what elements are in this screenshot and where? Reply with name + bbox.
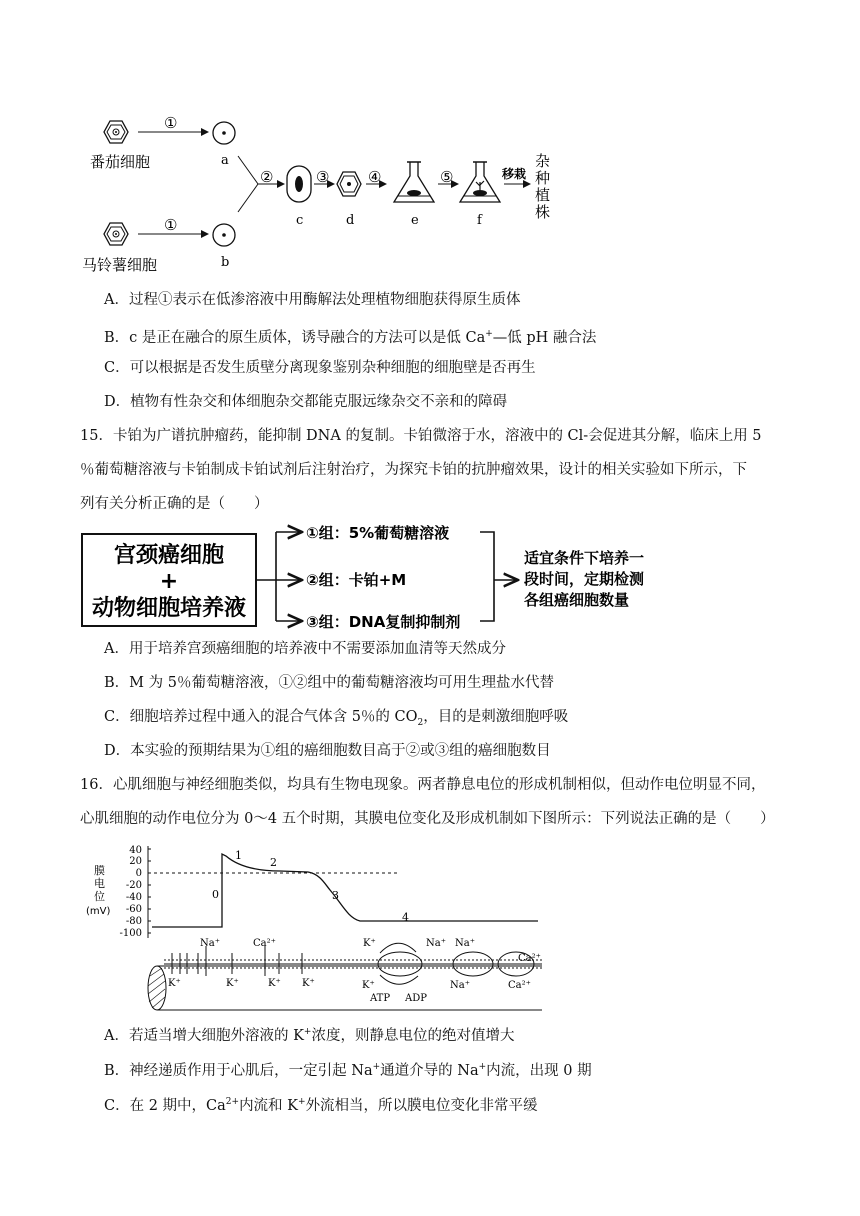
label-e: e (411, 213, 419, 228)
tomato-label: 番茄细胞 (90, 153, 151, 171)
ylabel-2: 电 (94, 877, 105, 890)
group-3-label: ③组：DNA复制抑制剂 (306, 613, 461, 631)
q15-option-b: B．M 为 5％葡萄糖溶液，①②组中的葡萄糖溶液均可用生理盐水代替 (104, 675, 554, 691)
svg-text:-60: -60 (125, 904, 142, 915)
fusing-protoplast-icon (287, 166, 311, 202)
phase-4: 4 (402, 911, 409, 924)
ylabel-3: 位 (94, 890, 105, 903)
step-3-label: ③ (316, 168, 330, 186)
q16-option-a: A．若适当增大细胞外溶液的 K+浓度，则静息电位的绝对值增大 (104, 1027, 515, 1044)
box-line-3: 动物细胞培养液 (91, 596, 247, 621)
result-line-2: 段时间，定期检测 (524, 570, 645, 588)
ylabel-1: 膜 (94, 864, 105, 877)
q15-option-a: A．用于培养宫颈癌细胞的培养液中不需要添加血清等天然成分 (104, 641, 506, 657)
phase-2: 2 (270, 856, 277, 869)
svg-text:Na⁺: Na⁺ (450, 980, 470, 991)
step-5-label: ⑤ (440, 168, 454, 186)
svg-text:-100: -100 (119, 928, 142, 939)
svg-text:Ca²⁺: Ca²⁺ (253, 938, 276, 949)
group-2-label: ②组：卡铂+M (306, 571, 407, 589)
flask-f-icon (460, 162, 500, 202)
phase-3: 3 (332, 889, 339, 902)
q14-option-c: C．可以根据是否发生质壁分离现象鉴别杂种细胞的细胞壁是否再生 (104, 360, 536, 376)
flask-e-icon (394, 162, 434, 202)
svg-text:K⁺: K⁺ (168, 978, 181, 989)
q14-option-a: A．过程①表示在低渗溶液中用酶解法处理植物细胞获得原生质体 (104, 292, 521, 308)
potential-curve (152, 854, 538, 927)
phase-1: 1 (235, 849, 242, 862)
q14-option-b: B．c 是正在融合的原生质体，诱导融合的方法可以是低 Ca+—低 pH 融合法 (104, 329, 597, 346)
result-line-3: 各组癌细胞数量 (524, 591, 630, 609)
svg-text:K⁺: K⁺ (363, 938, 376, 949)
q15-option-c: C．细胞培养过程中通入的混合气体含 5％的 $CO_2$，目的是刺激细胞呼吸 (104, 709, 569, 728)
tomato-cell-icon (104, 121, 128, 143)
hybrid-plant-label-2: 种 (535, 169, 551, 187)
svg-text:0: 0 (135, 868, 142, 879)
svg-text:-80: -80 (125, 916, 142, 927)
phase-0: 0 (212, 888, 219, 901)
svg-text:K⁺: K⁺ (362, 980, 375, 991)
ylabel-4: (mV) (86, 906, 111, 917)
q15-stem-2: ％葡萄糖溶液与卡铂制成卡铂试剂后注射治疗，为探究卡铂的抗肿瘤效果，设计的相关实验如下所示，下 (80, 462, 747, 478)
result-line-1: 适宜条件下培养一 (524, 549, 645, 567)
step-2-label: ② (260, 168, 274, 186)
svg-text:Na⁺: Na⁺ (426, 938, 446, 949)
svg-text:20: 20 (129, 856, 142, 867)
svg-text:ADP: ADP (405, 993, 427, 1004)
q16-stem-2: 心肌细胞的动作电位分为 0～4 五个时期，其膜电位变化及形成机制如下图所示：下列说法正确的是（ ） (80, 811, 775, 827)
svg-text:K⁺: K⁺ (268, 978, 281, 989)
q16-option-b: B．神经递质作用于心肌后，一定引起 Na+通道介导的 Na+内流，出现 0 期 (104, 1062, 592, 1079)
label-f: f (477, 213, 482, 228)
step-1-label: ① (164, 114, 178, 132)
experiment-design-figure (80, 518, 690, 632)
y-ticks (120, 845, 142, 939)
hybrid-plant-label-4: 株 (535, 203, 551, 221)
q15-stem-1: 15．卡铂为广谱抗肿瘤药，能抑制 DNA 的复制。卡铂微溶于水，溶液中的 Cl-会促进其分解，临床上用 5 (80, 428, 762, 444)
q16-stem-1: 16．心肌细胞与神经细胞类似，均具有生物电现象。两者静息电位的形成机制相似，但动作电位明显不同， (80, 777, 766, 793)
hybridization-figure (80, 110, 560, 280)
step-4-label: ④ (368, 168, 382, 186)
svg-text:40: 40 (129, 845, 142, 856)
q14-option-d: D．植物有性杂交和体细胞杂交都能克服远缘杂交不亲和的障碍 (104, 394, 508, 410)
potato-cell-icon (104, 223, 128, 245)
action-potential-figure (80, 838, 560, 1016)
svg-text:Ca²⁺: Ca²⁺ (518, 953, 541, 964)
label-c: c (296, 213, 304, 228)
hybrid-cell-d-icon (337, 172, 361, 196)
hybrid-plant-label-3: 植 (535, 186, 551, 204)
label-d: d (346, 213, 355, 228)
transplant-label: 移栽 (502, 167, 527, 181)
svg-text:Na⁺: Na⁺ (200, 938, 220, 949)
q15-option-d: D．本实验的预期结果为①组的癌细胞数目高于②或③组的癌细胞数目 (104, 743, 551, 759)
svg-text:K⁺: K⁺ (302, 978, 315, 989)
svg-text:Ca²⁺: Ca²⁺ (508, 980, 531, 991)
membrane-diagram (148, 943, 542, 1010)
box-line-1: 宫颈癌细胞 (113, 543, 225, 568)
box-line-2: + (159, 569, 179, 594)
q15-stem-3: 列有关分析正确的是（ ） (80, 496, 269, 512)
step-1b-label: ① (164, 216, 178, 234)
q16-option-c: C．在 2 期中，$Ca^{2+}$内流和 K+外流相当，所以膜电位变化非常平缓 (104, 1097, 538, 1114)
label-a: a (221, 153, 229, 168)
svg-text:ATP: ATP (370, 993, 391, 1004)
svg-text:-20: -20 (125, 880, 142, 891)
group-1-label: ①组：5%葡萄糖溶液 (306, 524, 450, 542)
label-b: b (221, 255, 230, 270)
hybrid-plant-label-1: 杂 (535, 152, 551, 170)
potato-label: 马铃薯细胞 (82, 256, 158, 274)
svg-text:K⁺: K⁺ (226, 978, 239, 989)
svg-text:Na⁺: Na⁺ (455, 938, 475, 949)
svg-text:-40: -40 (125, 892, 142, 903)
